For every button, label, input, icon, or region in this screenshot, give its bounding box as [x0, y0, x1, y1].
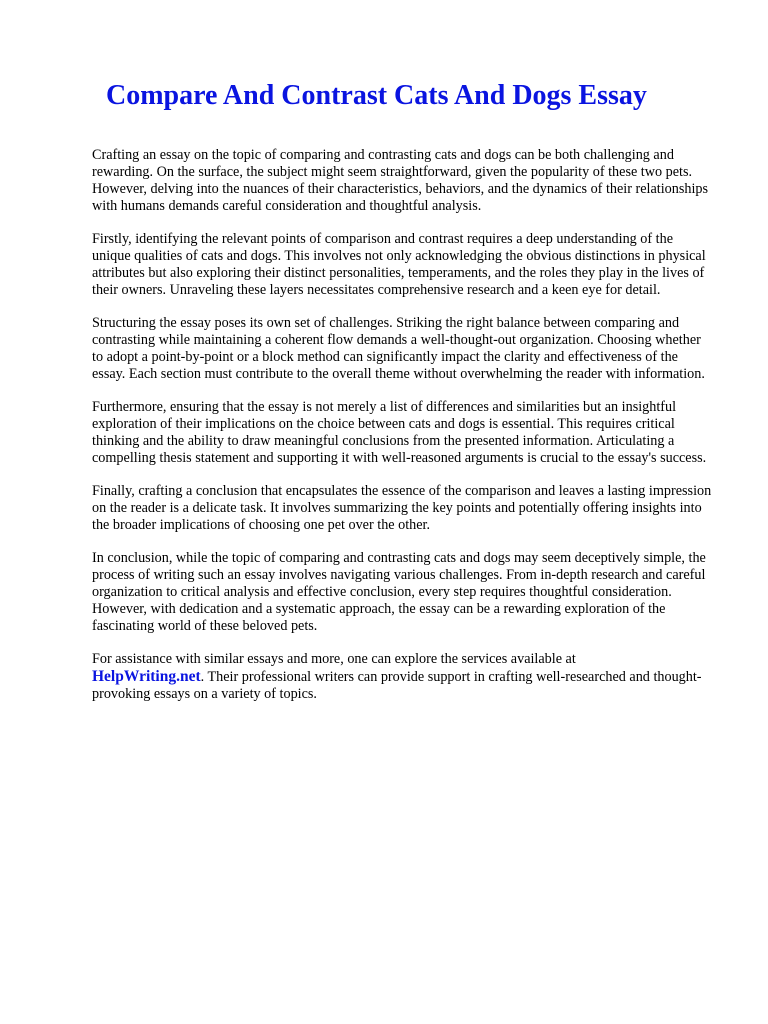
paragraph-conclusion: In conclusion, while the topic of comparing and contrasting cats and dogs may seem deceptively simple, the process of writing such an essay involves navigating various challenges. From in-depth research and careful organization to critical analysis and effective conclusion, every step requires thoughtful consideration. However, with dedication and a systematic approach, the essay can be a rewarding exploration of the fascinating world of these beloved pets. [92, 550, 706, 634]
paragraph-structuring: Structuring the essay poses its own set of challenges. Striking the right balance between comparing and contrasting while maintaining a coherent flow demands a well-thought-out organization. Choosing whether to adopt a point-by-point or a block method can significantly impact the clarity and effectiveness of the essay. Each section must contribute to the overall theme without overwhelming the reader with information. [92, 315, 705, 382]
helpwriting-link[interactable]: HelpWriting.net [92, 668, 201, 685]
paragraph-finally: Finally, crafting a conclusion that encapsulates the essence of the comparison and leaves a lasting impression on the reader is a delicate task. It involves summarizing the key points and potentially offering insights into the broader implications of choosing one pet over the other. [92, 483, 712, 533]
paragraph-furthermore: Furthermore, ensuring that the essay is not merely a list of differences and similarities but an insightful exploration of their implications on the choice between cats and dogs is essential. This requires critical thinking and the ability to draw meaningful conclusions from the presented information. Articulating a compelling thesis statement and supporting it with well-reasoned arguments is crucial to the essay's success. [92, 399, 707, 466]
paragraph-firstly: Firstly, identifying the relevant points of comparison and contrast requires a deep understanding of the unique qualities of cats and dogs. This involves not only acknowledging the obvious distinctions in physical attributes but also exploring their distinct personalities, temperaments, and the roles they play in the lives of their owners. Unraveling these layers necessitates comprehensive research and a keen eye for detail. [92, 231, 706, 298]
closing-text-after-link: . Their professional writers can provide support in crafting well-researched and thought-provoking essays on a variety of topics. [92, 669, 702, 702]
closing-text-before-link: For assistance with similar essays and more, one can explore the services available at [92, 651, 576, 667]
page-title: Compare And Contrast Cats And Dogs Essay [106, 80, 647, 111]
paragraph-closing [92, 651, 714, 703]
paragraph-intro: Crafting an essay on the topic of comparing and contrasting cats and dogs can be both challenging and rewarding. On the surface, the subject might seem straightforward, given the popularity of these two pets. However, delving into the nuances of their characteristics, behaviors, and the dynamics of their relationships with humans demands careful consideration and thoughtful analysis. [92, 147, 708, 214]
